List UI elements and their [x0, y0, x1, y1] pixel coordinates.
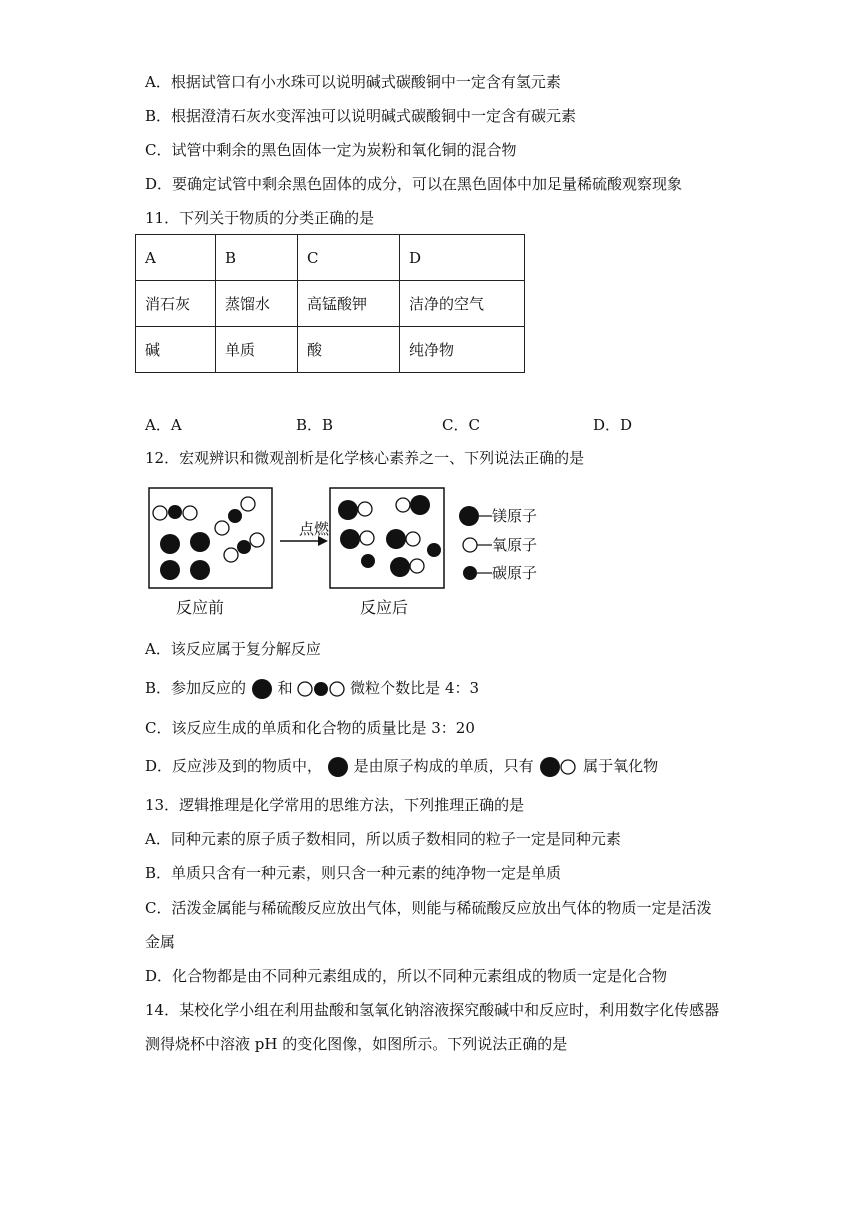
q10-option-a: A．根据试管口有小水珠可以说明碱式碳酸铜中一定含有氢元素 — [145, 73, 561, 91]
magnesium-oxide-icon — [538, 756, 578, 778]
q13-option-a: A．同种元素的原子质子数相同，所以质子数相同的粒子一定是同种元素 — [145, 830, 621, 848]
q11-option-b: B．B — [296, 416, 334, 434]
oxygen-atom — [250, 533, 264, 547]
legend-carbon-icon — [463, 566, 477, 580]
q14-stem-line1: 14．某校化学小组在利用盐酸和氢氧化钠溶液探究酸碱中和反应时，利用数字化传感器 — [145, 1001, 720, 1019]
arrow-label: 点燃 — [299, 521, 330, 538]
q12-option-c: C．该反应生成的单质和化合物的质量比是 3：20 — [145, 719, 475, 737]
oxygen-atom — [183, 506, 197, 520]
q12-option-d-mid: 是由原子构成的单质，只有 — [353, 757, 534, 775]
q12-stem: 12．宏观辨识和微观剖析是化学核心素养之一、下列说法正确的是 — [145, 449, 585, 467]
q12-option-b — [145, 678, 479, 700]
after-label: 反应后 — [360, 600, 409, 617]
magnesium-atom — [410, 495, 430, 515]
q12-option-d — [145, 756, 658, 778]
table-cell: 消石灰 — [136, 281, 216, 327]
legend-oxygen-icon — [463, 538, 477, 552]
table-row — [136, 327, 525, 373]
magnesium-atom — [190, 532, 210, 552]
carbon-atom — [427, 543, 441, 557]
q13-stem: 13．逻辑推理是化学常用的思维方法，下列推理正确的是 — [145, 796, 525, 814]
carbon-atom — [361, 554, 375, 568]
q10-option-c: C．试管中剩余的黑色固体一定为炭粉和氧化铜的混合物 — [145, 141, 517, 159]
before-label: 反应前 — [176, 600, 225, 617]
table-cell: 洁净的空气 — [400, 281, 525, 327]
oxygen-atom — [406, 532, 420, 546]
table-cell: B — [216, 235, 298, 281]
q11-options — [145, 414, 665, 434]
oxygen-atom — [241, 497, 255, 511]
q12-option-b-post: 微粒个数比是 4：3 — [350, 679, 480, 697]
carbon-atom — [237, 540, 251, 554]
q11-option-d: D．D — [593, 416, 633, 434]
oxygen-atom — [224, 548, 238, 562]
table-cell: 蒸馏水 — [216, 281, 298, 327]
legend-magnesium-icon — [459, 506, 479, 526]
table-cell: 纯净物 — [400, 327, 525, 373]
oxygen-atom — [215, 521, 229, 535]
carbon-atom — [228, 509, 242, 523]
table-cell: C — [298, 235, 400, 281]
table-cell: 碱 — [136, 327, 216, 373]
oxygen-atom — [410, 559, 424, 573]
oxygen-atom — [360, 531, 374, 545]
q12-option-a: A．该反应属于复分解反应 — [145, 640, 321, 658]
q10-option-d: D．要确定试管中剩余黑色固体的成分，可以在黑色固体中加足量稀硫酸观察现象 — [145, 175, 683, 193]
q13-option-c: C．活泼金属能与稀硫酸反应放出气体，则能与稀硫酸反应放出气体的物质一定是活泼 — [145, 899, 712, 917]
magnesium-atom — [160, 560, 180, 580]
legend-magnesium-label: 镁原子 — [492, 508, 538, 525]
oxygen-atom — [358, 502, 372, 516]
table-row — [136, 235, 525, 281]
magnesium-atom — [390, 557, 410, 577]
table-row — [136, 281, 525, 327]
q12-option-d-pre: D．反应涉及到的物质中， — [145, 757, 323, 775]
q10-option-b: B．根据澄清石灰水变浑浊可以说明碱式碳酸铜中一定含有碳元素 — [145, 107, 577, 125]
table-cell: A — [136, 235, 216, 281]
magnesium-atom — [338, 500, 358, 520]
q12-option-b-mid: 和 — [277, 679, 293, 697]
q14-stem-line2: 测得烧杯中溶液 pH 的变化图像，如图所示。下列说法正确的是 — [145, 1035, 568, 1053]
classification-table — [135, 234, 525, 373]
legend-carbon-label: 碳原子 — [492, 565, 538, 582]
q11-stem: 11．下列关于物质的分类正确的是 — [145, 209, 375, 227]
table-cell: 单质 — [216, 327, 298, 373]
reaction-diagram — [140, 482, 560, 622]
q11-option-c: C．C — [442, 416, 480, 434]
magnesium-atom — [386, 529, 406, 549]
q11-option-a: A．A — [145, 416, 182, 434]
carbon-dioxide-icon — [297, 679, 345, 699]
table-cell: D — [400, 235, 525, 281]
table-cell: 酸 — [298, 327, 400, 373]
magnesium-atom — [160, 534, 180, 554]
magnesium-atom-icon — [327, 756, 349, 778]
magnesium-atom — [340, 529, 360, 549]
oxygen-atom — [153, 506, 167, 520]
q13-option-c-continued: 金属 — [145, 933, 176, 951]
legend-oxygen-label: 氧原子 — [492, 537, 538, 554]
oxygen-atom — [396, 498, 410, 512]
magnesium-atom-icon — [251, 678, 273, 700]
carbon-atom — [168, 505, 182, 519]
q13-option-b: B．单质只含有一种元素，则只含一种元素的纯净物一定是单质 — [145, 864, 562, 882]
q12-option-b-pre: B．参加反应的 — [145, 679, 247, 697]
magnesium-atom — [190, 560, 210, 580]
table-cell: 高锰酸钾 — [298, 281, 400, 327]
q12-option-d-post: 属于氧化物 — [583, 757, 659, 775]
q13-option-d: D．化合物都是由不同种元素组成的，所以不同种元素组成的物质一定是化合物 — [145, 967, 668, 985]
